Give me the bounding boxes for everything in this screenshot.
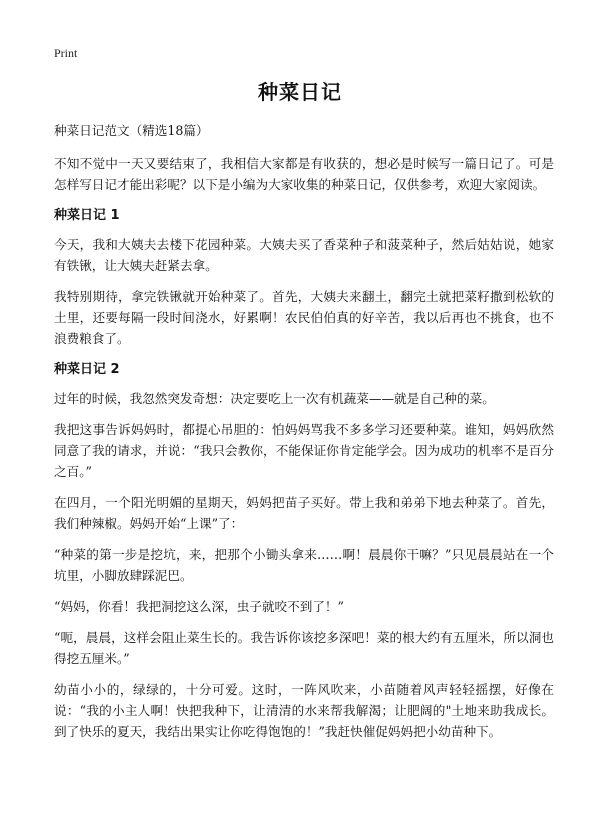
paragraph: 我特别期待，拿完铁锹就开始种菜了。首先，大姨夫来翻土，翻完土就把菜籽撒到松软的土里，还要每隔一段时间浇水，好累啊！农民伯伯真的好辛苦，我以后再也不挑食，也不浪费粮食了。	[54, 289, 554, 346]
paragraph: “呃，晨晨，这样会阻止菜生长的。我告诉你该挖多深吧！菜的根大约有五厘米，所以洞也得挖五厘米。”	[54, 630, 554, 666]
section-heading-1: 种菜日记 1	[54, 208, 120, 223]
page-title: 种菜日记	[258, 80, 342, 104]
paragraph: 在四月，一个阳光明媚的星期天，妈妈把苗子买好。带上我和弟弟下地去种菜了。首先，我们种辣椒。妈妈开始“上课”了：	[54, 495, 554, 531]
paragraph: 幼苗小小的，绿绿的，十分可爱。这时，一阵风吹来，小苗随着风声轻轻摇摆，好像在说：“我的小主人啊！快把我种下，让清清的水来帮我解渴；让肥阔的"土地来助我成长。到了快乐的夏天，我结出果实让你吃得饱饱的！”我赶快催促妈妈把小幼苗种下。	[54, 682, 554, 739]
paragraph: “妈妈，你看！我把洞挖这么深，虫子就咬不到了！”	[54, 599, 344, 614]
paragraph: “种菜的第一步是挖坑，来，把那个小锄头拿来……啊！晨晨你干嘛？”只见晨晨站在一个坑里，小脚放肆踩泥巴。	[54, 547, 554, 583]
paragraph: 我把这事告诉妈妈时，都提心吊胆的：怕妈妈骂我不多多学习还要种菜。谁知，妈妈欣然同意了我的请求，并说：“我只会教你，不能保证你肯定能学会。因为成功的机率不是百分之百。”	[54, 422, 554, 479]
paragraph: 过年的时候，我忽然突发奇想：决定要吃上一次有机蔬菜——就是自己种的菜。	[54, 391, 495, 406]
article-subtitle: 种菜日记范文（精选18篇）	[54, 123, 209, 138]
section-heading-2: 种菜日记 2	[54, 362, 120, 377]
paragraph: 今天，我和大姨夫去楼下花园种菜。大姨夫买了香菜种子和菠菜种子，然后姑姑说，她家有铁锹，让大姨夫赶紧去拿。	[54, 237, 554, 273]
print-link[interactable]: Print	[54, 46, 78, 60]
intro-paragraph: 不知不觉中一天又要结束了，我相信大家都是有收获的，想必是时候写一篇日记了。可是怎样写日记才能出彩呢？以下是小编为大家收集的种菜日记，仅供参考，欢迎大家阅读。	[54, 156, 554, 192]
article-body	[54, 120, 554, 752]
